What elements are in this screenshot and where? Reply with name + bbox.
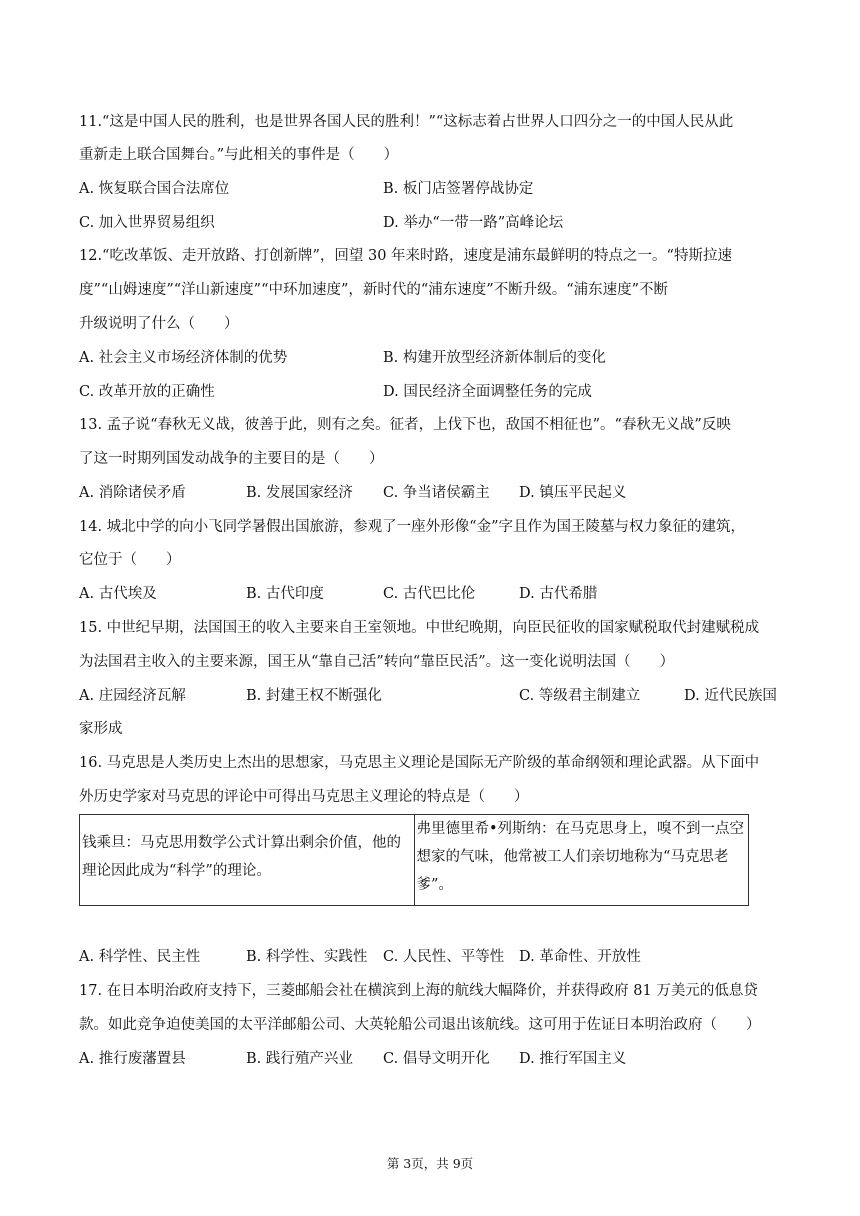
question-17-option-d: D. 推行军国主义 — [519, 1051, 627, 1067]
quotation-cell-lessner-line-2: 想家的气味，他常被工人们亲切地称为“马克思老 — [416, 849, 729, 865]
quotation-cell-qian — [80, 815, 414, 905]
question-12-stem-line-1: 12.“吃改革饭、走开放路、打创新牌”，回望 30 年来时路，速度是浦东最鲜明的特点之一。“特斯拉速 — [79, 248, 732, 264]
question-17-stem-line-1: 17. 在日本明治政府支持下，三菱邮船会社在横滨到上海的航线大幅降价，并获得政府 81 万美元的低息贷 — [79, 983, 758, 999]
question-17-option-a: A. 推行废藩置县 — [79, 1051, 186, 1067]
question-12-option-c: C. 改革开放的正确性 — [79, 384, 215, 400]
question-17-option-c: C. 倡导文明开化 — [383, 1051, 490, 1067]
question-15-option-d-continued: 家形成 — [79, 721, 123, 737]
quotation-cell-lessner — [414, 815, 749, 905]
question-17-option-b: B. 践行殖产兴业 — [246, 1051, 353, 1067]
question-16-option-d: D. 革命性、开放性 — [519, 949, 641, 965]
question-16-stem-line-1: 16. 马克思是人类历史上杰出的思想家，马克思主义理论是国际无产阶级的革命纲领和理论武器。从下面中 — [79, 755, 760, 771]
question-11-option-d: D. 举办“一带一路”高峰论坛 — [383, 215, 564, 231]
question-14-stem-line-1: 14. 城北中学的向小飞同学暑假出国旅游，参观了一座外形像“金”字且作为国王陵墓与权力象征的建筑， — [79, 519, 745, 535]
question-11-option-b: B. 板门店签署停战协定 — [383, 181, 534, 197]
question-17-stem-line-2: 款。如此竞争迫使美国的太平洋邮船公司、大英轮船公司退出该航线。这可用于佐证日本明治政府（ ） — [79, 1017, 761, 1033]
question-15-option-c: C. 等级君主制建立 — [519, 688, 641, 704]
quotation-cell-lessner-line-1: 弗里德里希•列斯纳：在马克思身上，嗅不到一点空 — [416, 821, 745, 837]
question-13-option-c: C. 争当诸侯霸主 — [383, 485, 490, 501]
question-13-stem-line-1: 13. 孟子说“春秋无义战，彼善于此，则有之矣。征者，上伐下也，敌国不相征也”。“春秋无义战”反映 — [79, 417, 731, 433]
question-11-stem-line-1: 11.“这是中国人民的胜利，也是世界各国人民的胜利！”“这标志着占世界人口四分之一的中国人民从此 — [79, 114, 734, 130]
question-14-option-a: A. 古代埃及 — [79, 586, 157, 602]
question-15-stem-line-1: 15. 中世纪早期，法国国王的收入主要来自王室领地。中世纪晚期，向臣民征收的国家赋税取代封建赋税成 — [79, 620, 760, 636]
page-footer: 第 3页，共 9页 — [386, 1156, 474, 1171]
question-12-option-a: A. 社会主义市场经济体制的优势 — [79, 350, 288, 366]
question-15-option-d: D. 近代民族国 — [684, 688, 777, 704]
question-12-stem-line-2: 度”“山姆速度”“洋山新速度”“中环加速度”，新时代的“浦东速度”不断升级。“浦东速度”不断 — [79, 282, 669, 298]
question-16-option-c: C. 人民性、平等性 — [383, 949, 505, 965]
question-13-stem-line-2: 了这一时期列国发动战争的主要目的是（ ） — [79, 451, 384, 467]
quotation-cell-lessner-line-3: 爹”。 — [416, 877, 453, 893]
question-11-option-a: A. 恢复联合国合法席位 — [79, 181, 230, 197]
question-12-option-b: B. 构建开放型经济新体制后的变化 — [383, 350, 606, 366]
quotation-cell-qian-line-1: 钱乘旦：马克思用数学公式计算出剩余价值，他的 — [82, 835, 401, 851]
question-15-option-b: B. 封建王权不断强化 — [246, 688, 382, 704]
question-16-option-a: A. 科学性、民主性 — [79, 949, 201, 965]
question-14-stem-line-2: 它位于（ ） — [79, 552, 181, 568]
question-15-stem-line-2: 为法国君主收入的主要来源，国王从“靠自己活”转向“靠臣民活”。这一变化说明法国（ ） — [79, 654, 675, 670]
question-11-option-c: C. 加入世界贸易组织 — [79, 215, 215, 231]
question-13-option-d: D. 镇压平民起义 — [519, 485, 627, 501]
question-13-option-a: A. 消除诸侯矛盾 — [79, 485, 186, 501]
quotation-table — [79, 814, 749, 906]
question-16-option-b: B. 科学性、实践性 — [246, 949, 368, 965]
question-11-stem-line-2: 重新走上联合国舞台。”与此相关的事件是（ ） — [79, 147, 399, 163]
question-15-option-a: A. 庄园经济瓦解 — [79, 688, 186, 704]
question-14-option-b: B. 古代印度 — [246, 586, 324, 602]
question-14-option-d: D. 古代希腊 — [519, 586, 598, 602]
question-13-option-b: B. 发展国家经济 — [246, 485, 353, 501]
question-12-stem-line-3: 升级说明了什么（ ） — [79, 316, 239, 332]
question-16-stem-line-2: 外历史学家对马克思的评论中可得出马克思主义理论的特点是（ ） — [79, 789, 529, 805]
question-12-option-d: D. 国民经济全面调整任务的完成 — [383, 384, 592, 400]
quotation-cell-qian-line-2: 理论因此成为“科学”的理论。 — [82, 863, 271, 879]
question-14-option-c: C. 古代巴比伦 — [383, 586, 476, 602]
